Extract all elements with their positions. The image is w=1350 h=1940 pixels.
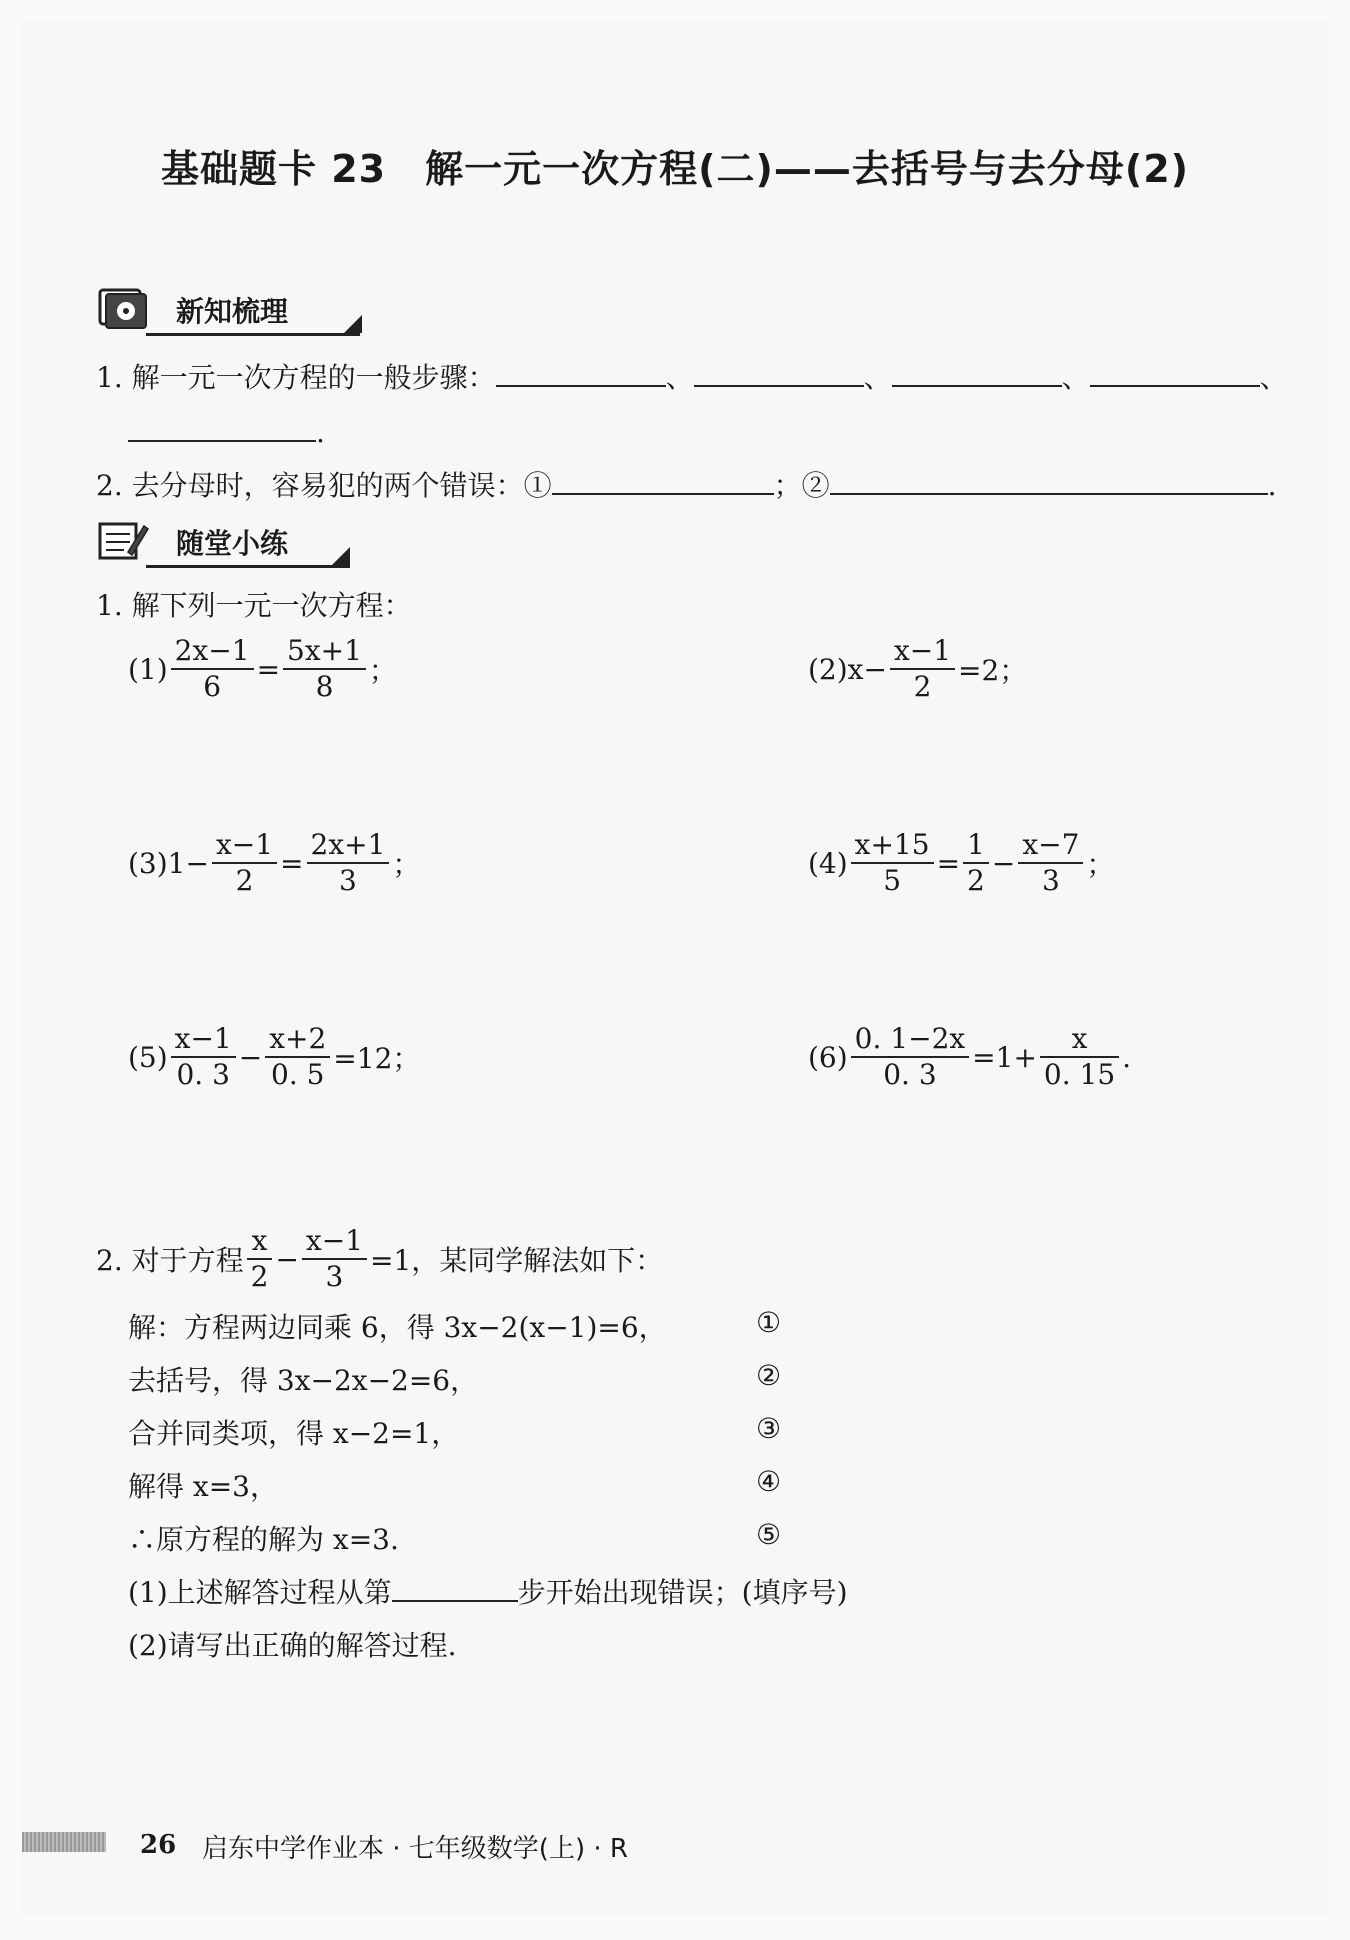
footer-bar (22, 1832, 106, 1852)
solution-step-2: 去括号，得 3x−2x−2=6， (128, 1364, 479, 1397)
question-text: 2. 去分母时，容易犯的两个错误：① (96, 469, 552, 502)
question-solve-heading: 1. 解下列一元一次方程： (96, 589, 412, 622)
step-marker-3: ③ (756, 1412, 782, 1445)
fraction: $\frac{0. 1-2x}{0. 3}$ (851, 1022, 970, 1092)
step-marker-5: ⑤ (756, 1518, 782, 1551)
fraction: $\frac{x}{0. 15}$ (1040, 1022, 1119, 1092)
section-heading-practice (96, 518, 356, 568)
page-title: 基础题卡 23 解一元一次方程(二)——去括号与去分母(2) (160, 147, 1190, 191)
solution-step-4: 解得 x=3， (128, 1470, 278, 1503)
fraction: $\frac{2x-1}{6}$ (171, 634, 254, 704)
heading-triangle (344, 315, 362, 333)
equation-4: (4) $\frac{x+15}{5}$ = $\frac{1}{2}$ − $\frac{x-7}{3}$ ； (808, 828, 1115, 897)
question-2-equation: 2. 对于方程 $\frac{x}{2}$ − $\frac{x-1}{3}$ =1，某同学解法如下： (96, 1224, 664, 1293)
solution-step-3: 合并同类项，得 x−2=1， (128, 1417, 460, 1450)
answer-blank[interactable] (1090, 359, 1260, 387)
sub-question-2: (2)请写出正确的解答过程. (128, 1629, 457, 1662)
fraction: $\frac{x+15}{5}$ (851, 828, 934, 898)
fraction: $\frac{x-7}{3}$ (1018, 828, 1083, 898)
heading-underline (146, 333, 360, 336)
fraction: $\frac{x-1}{3}$ (302, 1224, 367, 1294)
page-number: 26 (140, 1830, 177, 1860)
section-heading-new-knowledge (96, 286, 366, 336)
fraction: $\frac{5x+1}{8}$ (283, 634, 366, 704)
heading-underline (146, 565, 350, 568)
heading-triangle (332, 547, 350, 565)
question-text: 1. 解一元一次方程的一般步骤： (96, 361, 496, 394)
section-heading-label: 随堂小练 (176, 527, 289, 560)
answer-blank[interactable] (694, 359, 864, 387)
fraction: $\frac{2x+1}{3}$ (307, 828, 390, 898)
fraction: $\frac{x-1}{2}$ (212, 828, 277, 898)
sub-question-1: (1)上述解答过程从第 步开始出现错误；(填序号) (128, 1576, 848, 1609)
equation-3: (3) 1− $\frac{x-1}{2}$ = $\frac{2x+1}{3}$ ； (128, 828, 421, 897)
equation-5: (5) $\frac{x-1}{0. 3}$ − $\frac{x+2}{0. 5}$ =12； (128, 1022, 421, 1091)
answer-blank[interactable] (496, 359, 666, 387)
book-title: 启东中学作业本 · 七年级数学(上) · R (202, 1834, 628, 1864)
step-marker-1: ① (756, 1306, 782, 1339)
fraction: $\frac{x}{2}$ (247, 1224, 273, 1294)
fraction: $\frac{x-1}{2}$ (890, 634, 955, 704)
question-steps: 1. 解一元一次方程的一般步骤： 、 、 、 、 (96, 361, 1288, 394)
section-heading-label: 新知梳理 (176, 295, 289, 328)
step-marker-4: ④ (756, 1465, 782, 1498)
equation-2: (2) x− $\frac{x-1}{2}$ =2； (808, 634, 1028, 703)
question-errors: 2. 去分母时，容易犯的两个错误：① ；② . (96, 469, 1277, 502)
answer-blank[interactable] (128, 414, 316, 442)
equation-1: (1) $\frac{2x-1}{6}$ = $\frac{5x+1}{8}$ ； (128, 634, 397, 703)
answer-blank[interactable] (392, 1574, 518, 1602)
book-disc-icon (96, 286, 150, 330)
step-marker-2: ② (756, 1359, 782, 1392)
answer-blank[interactable] (892, 359, 1062, 387)
answer-blank[interactable] (552, 467, 774, 495)
fraction: $\frac{x+2}{0. 5}$ (265, 1022, 330, 1092)
question-steps-cont: . (128, 414, 325, 449)
solution-step-5: ∴原方程的解为 x=3. (128, 1523, 399, 1556)
fraction: $\frac{1}{2}$ (963, 828, 989, 898)
answer-blank[interactable] (830, 467, 1268, 495)
notebook-pencil-icon (96, 518, 150, 562)
fraction: $\frac{x-1}{0. 3}$ (171, 1022, 236, 1092)
solution-step-1: 解：方程两边同乘 6，得 3x−2(x−1)=6， (128, 1311, 667, 1344)
equation-6: (6) $\frac{0. 1-2x}{0. 3}$ =1+ $\frac{x}{0. 15}$ . (808, 1022, 1132, 1091)
